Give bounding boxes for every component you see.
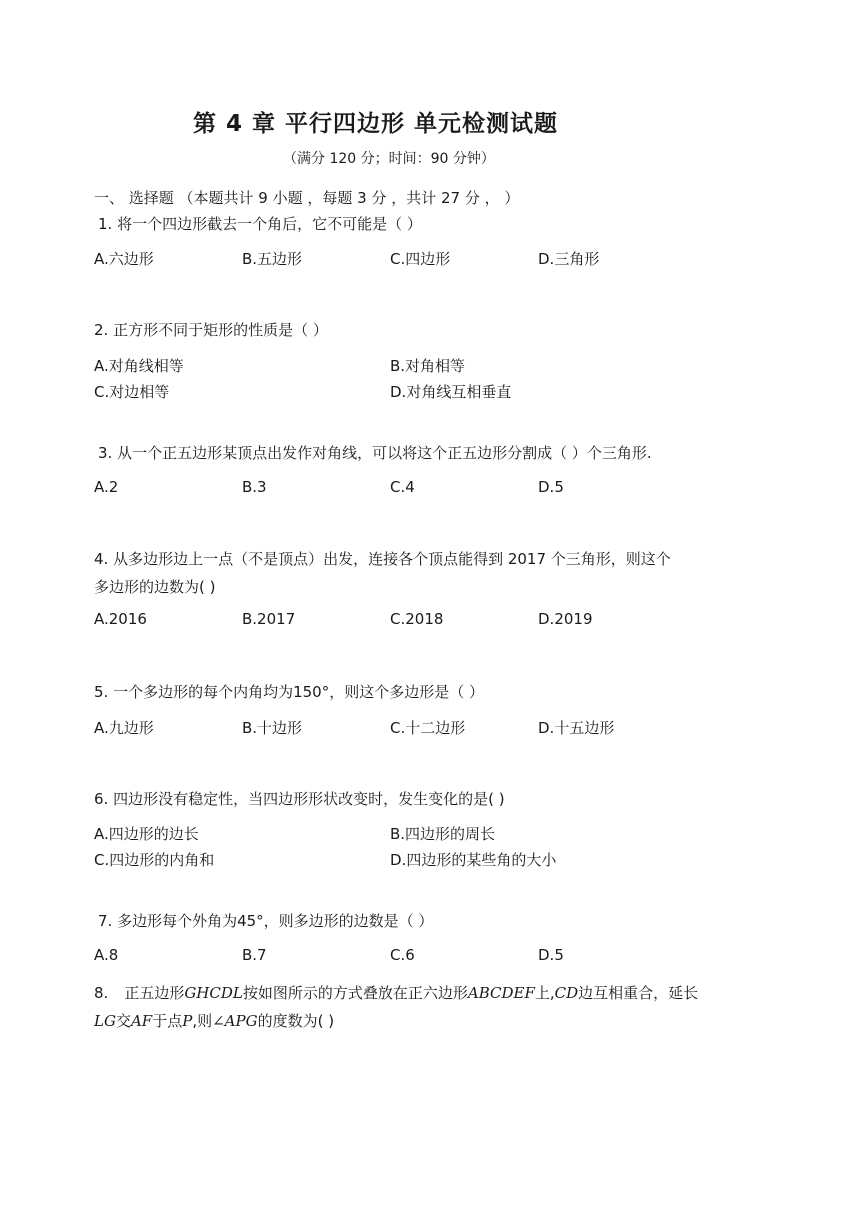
question-7-option-a: A.8: [94, 946, 119, 964]
question-8-text-5: 交: [115, 1012, 131, 1030]
question-8-math-pentagon: GHCDL: [184, 984, 243, 1002]
question-8-text-1: 正五边形: [124, 984, 185, 1002]
question-6-option-b: B.四边形的周长: [390, 825, 496, 843]
question-8-number: 8.: [94, 984, 109, 1002]
question-8-math-p: P: [182, 1012, 193, 1030]
question-5-stem: 5. 一个多边形的每个内角均为150°，则这个多边形是（ ）: [94, 683, 484, 701]
question-8-math-lg: LG: [94, 1012, 116, 1030]
question-7-option-b: B.7: [242, 946, 267, 964]
question-8-text-4: 边互相重合，延长: [578, 984, 699, 1002]
question-6-option-a: A.四边形的边长: [94, 825, 199, 843]
question-2-stem: 2. 正方形不同于矩形的性质是（ ）: [94, 321, 328, 339]
question-6-option-c: C.四边形的内角和: [94, 851, 215, 869]
question-3-stem: 3. 从一个正五边形某顶点出发作对角线，可以将这个正五边形分割成（ ）个三角形.: [98, 444, 652, 462]
question-1-option-c: C.四边形: [390, 250, 451, 268]
question-8-text-7: ,则: [192, 1012, 213, 1030]
question-8-text-6: 于点: [152, 1012, 183, 1030]
question-8-text-2: 按如图所示的方式叠放在正六边形: [242, 984, 468, 1002]
question-1-option-b: B.五边形: [242, 250, 303, 268]
question-2-option-c: C.对边相等: [94, 383, 170, 401]
section-header: 一、 选择题 （本题共计 9 小题 ，每题 3 分 ，共计 27 分 ， ）: [94, 189, 520, 207]
question-4-stem-line-2: 多边形的边数为( ): [94, 578, 216, 596]
question-8-text-8: 的度数为( ): [257, 1012, 335, 1030]
question-6-stem: 6. 四边形没有稳定性，当四边形形状改变时，发生变化的是( ): [94, 790, 505, 808]
question-7-option-d: D.5: [538, 946, 564, 964]
question-8-math-angle: ∠APG: [212, 1012, 258, 1030]
question-4-stem-line-1: 4. 从多边形边上一点（不是顶点）出发，连接各个顶点能得到 2017 个三角形，则这个: [94, 550, 671, 568]
question-5-option-b: B.十边形: [242, 719, 303, 737]
question-4-option-c: C.2018: [390, 610, 444, 628]
question-4-option-b: B.2017: [242, 610, 296, 628]
question-7-stem: 7. 多边形每个外角为45°，则多边形的边数是（ ）: [98, 912, 434, 930]
question-7-option-c: C.6: [390, 946, 415, 964]
question-8-math-af: AF: [130, 1012, 153, 1030]
question-8-stem-line-1: [94, 982, 698, 1003]
page-title: 第 4 章 平行四边形 单元检测试题: [193, 111, 559, 137]
question-1-stem: 1. 将一个四边形截去一个角后，它不可能是（ ）: [98, 215, 422, 233]
question-3-option-a: A.2: [94, 478, 119, 496]
question-3-option-d: D.5: [538, 478, 564, 496]
question-5-option-c: C.十二边形: [390, 719, 466, 737]
question-3-option-b: B.3: [242, 478, 267, 496]
question-8-text-3: 上,: [534, 984, 555, 1002]
question-8-stem-line-2: [94, 1010, 334, 1031]
question-1-option-a: A.六边形: [94, 250, 154, 268]
question-1-option-d: D.三角形: [538, 250, 600, 268]
question-2-option-d: D.对角线互相垂直: [390, 383, 512, 401]
question-4-option-d: D.2019: [538, 610, 593, 628]
question-2-option-b: B.对角相等: [390, 357, 466, 375]
page-subtitle: （满分 120 分；时间：90 分钟）: [283, 151, 495, 167]
question-4-option-a: A.2016: [94, 610, 147, 628]
question-3-option-c: C.4: [390, 478, 415, 496]
question-8-math-edge: CD: [554, 984, 579, 1002]
question-6-option-d: D.四边形的某些角的大小: [390, 851, 557, 869]
question-8-math-hexagon: ABCDEF: [467, 984, 535, 1002]
question-5-option-d: D.十五边形: [538, 719, 615, 737]
question-5-option-a: A.九边形: [94, 719, 154, 737]
question-2-option-a: A.对角线相等: [94, 357, 184, 375]
